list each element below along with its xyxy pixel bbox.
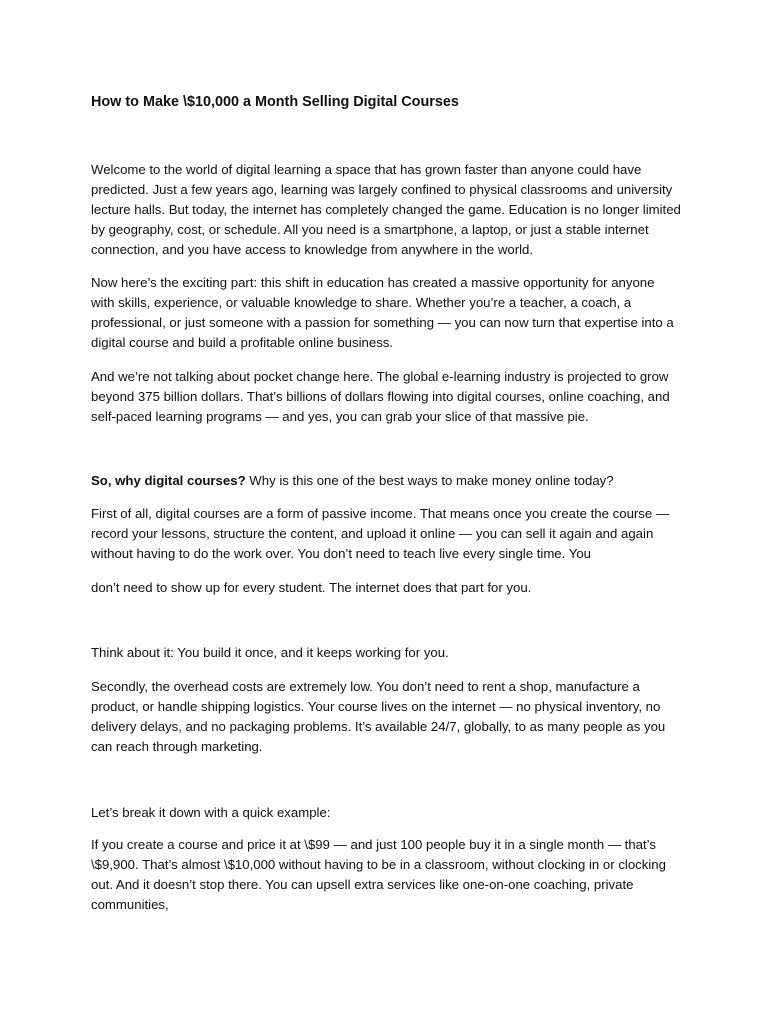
paragraph-example-intro: Let’s break it down with a quick example:: [91, 805, 331, 820]
paragraph-market-size: And we’re not talking about pocket change here. The global e-learning industry is projected to grow beyond 375 billion dollars. That’s billions of dollars flowing into digital courses, online coaching, and self-paced learning programs — and yes, you can grab your slice of that massive pie.: [91, 369, 670, 424]
paragraph-intro: Welcome to the world of digital learning a space that has grown faster than anyone could have predicted. Just a few years ago, learning was largely confined to physical classrooms and university lecture halls. But today, the internet has completely changed the game. Education is no longer limited by geography, cost, or schedule. All you need is a smartphone, a laptop, or just a stable internet connection, and you have access to knowledge from anywhere in the world.: [91, 162, 681, 257]
paragraph-example: If you create a course and price it at \$99 — and just 100 people buy it in a single month — that’s \$9,900. That’s almost \$10,000 without having to be in a classroom, without clocking in or clocking out. And it doesn’t stop there. You can upsell extra services like one-on-one coaching, private communities,: [91, 837, 666, 912]
why-digital-courses-rest: Why is this one of the best ways to make money online today?: [245, 473, 614, 488]
paragraph-opportunity: Now here’s the exciting part: this shift in education has created a massive opportunity for anyone with skills, experience, or valuable knowledge to share. Whether you’re a teacher, a coach, a professional, or just someone with a passion for something — you can now turn that expertise into a digital course and build a profitable online business.: [91, 275, 674, 350]
paragraph-no-show-up: don’t need to show up for every student. The internet does that part for you.: [91, 580, 532, 595]
paragraph-why-digital-courses: [91, 471, 681, 491]
why-digital-courses-bold: So, why digital courses?: [91, 473, 246, 488]
paragraph-build-once: Think about it: You build it once, and it keeps working for you.: [91, 645, 449, 660]
paragraph-passive-income: First of all, digital courses are a form of passive income. That means once you create the course — record your lessons, structure the content, and upload it online — you can sell it again and again without having to do the work over. You don’t need to teach live every single time. You: [91, 506, 670, 561]
paragraph-overhead-costs: Secondly, the overhead costs are extremely low. You don’t need to rent a shop, manufacture a product, or handle shipping logistics. Your course lives on the internet — no physical inventory, no delivery delays, and no packaging problems. It’s available 24/7, globally, to as many people as you can reach through marketing.: [91, 679, 666, 754]
document-title: How to Make \$10,000 a Month Selling Digital Courses: [91, 94, 459, 110]
